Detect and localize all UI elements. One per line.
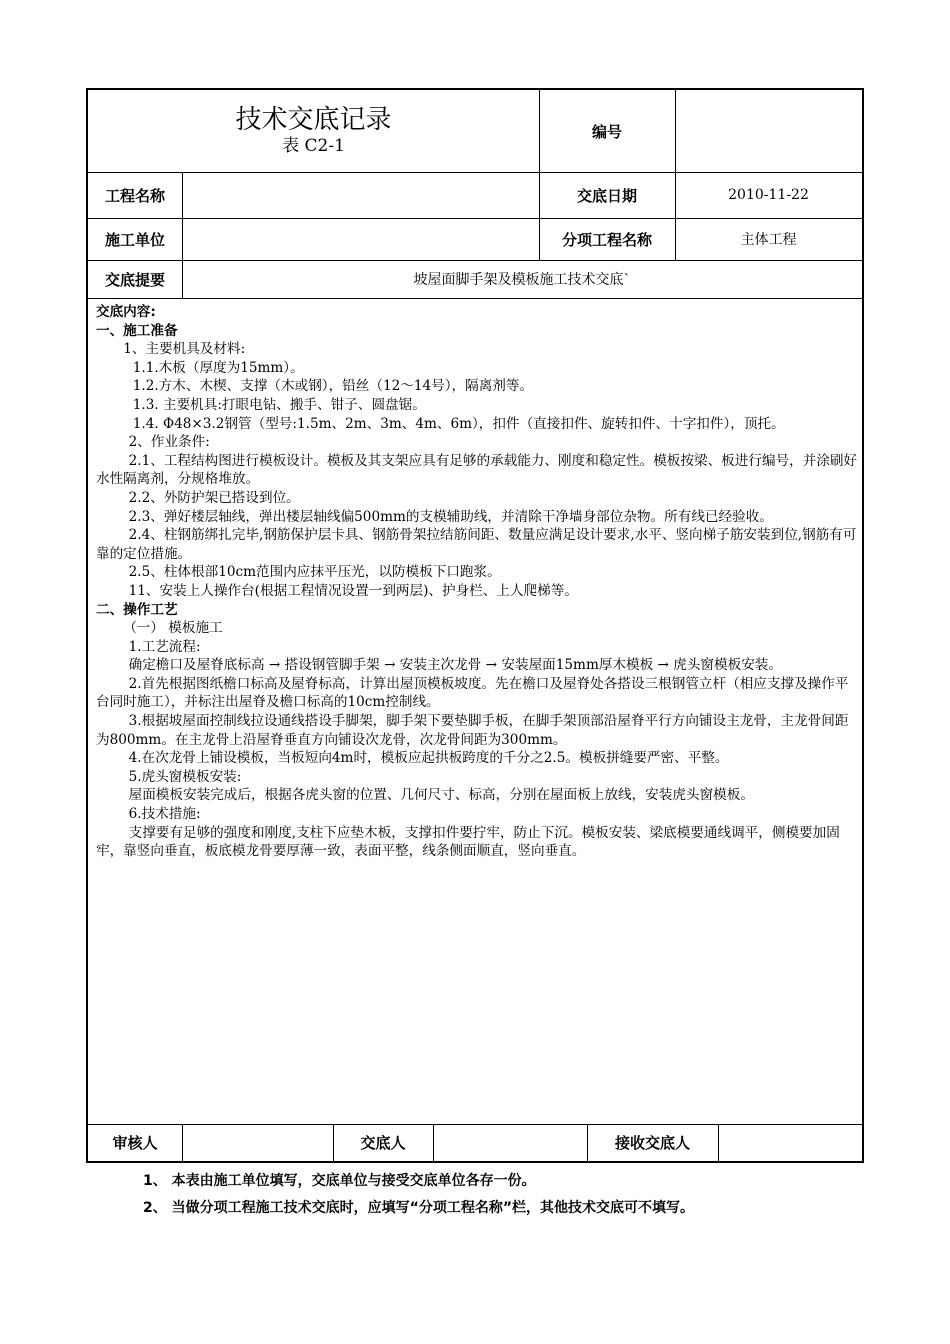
receiver-label: 接收交底人 — [614, 1134, 690, 1152]
section-heading: 交底内容: — [96, 304, 156, 320]
discloser-field[interactable] — [433, 1124, 587, 1161]
content-paragraph: 确定檐口及屋脊底标高 → 搭设钢管脚手架 → 安装主次龙骨 → 安装屋面15mm厚木模板 → 虎头窗模板安装。 — [128, 657, 782, 674]
disclosure-form — [86, 88, 864, 1163]
summary-label: 交底提要 — [104, 270, 165, 289]
content-paragraph: 2.首先根据图纸檐口标高及屋脊标高，计算出屋顶模板坡度。先在檐口及屋脊处各搭设三根钢管立杆（相应支撑及操作平台同时施工），并标注出屋脊及檐口标高的10cm控制线。 — [96, 675, 849, 711]
number-field[interactable] — [675, 90, 862, 172]
form-title: 技术交底记录 — [235, 105, 392, 135]
section-heading: 二、操作工艺 — [96, 601, 178, 618]
content-paragraph: 1.1.木板（厚度为15mm）。 — [132, 359, 304, 376]
unit-field[interactable] — [182, 218, 539, 260]
project-name-label: 工程名称 — [104, 186, 165, 205]
content-paragraph: 2.2、外防护架已搭设到位。 — [128, 489, 300, 506]
content-paragraph: 2、作业条件: — [128, 434, 210, 451]
number-label: 编号 — [591, 122, 622, 141]
content-paragraph: 11、安装上人操作台(根据工程情况设置一到两层)、护身栏、上人爬梯等。 — [128, 582, 578, 599]
reviewer-field[interactable] — [182, 1124, 333, 1161]
content-paragraph: 屋面模板安装完成后，根据各虎头窗的位置、几何尺寸、标高，分别在屋面板上放线，安装虎头窗模板。 — [128, 787, 754, 804]
section-heading: 一、施工准备 — [96, 322, 178, 339]
content-paragraph: 1.3. 主要机具:打眼电钻、搬手、钳子、圆盘锯。 — [132, 396, 426, 413]
sub-project-field[interactable]: 主体工程 — [740, 232, 797, 248]
content-paragraph: 2.3、弹好楼层轴线，弹出楼层轴线偏500mm的支模辅助线，并清除干净墙身部位杂物。所有线已经验收。 — [128, 508, 773, 525]
footnotes — [143, 1168, 694, 1222]
content-paragraph: 1.4. Φ48×3.2钢管（型号:1.5m、2m、3m、4m、6m），扣件（直接扣件、旋转扣件、十字扣件），顶托。 — [132, 415, 785, 432]
row-divider — [88, 298, 862, 299]
sub-project-label: 分项工程名称 — [561, 230, 652, 249]
content-paragraph: 4.在次龙骨上铺设模板，当板短向4m时，模板应起拱板跨度的千分之2.5。模板拼缝要严密、平整。 — [128, 750, 729, 767]
footnote: 2、 当做分项工程施工技术交底时，应填写“分项工程名称”栏，其他技术交底可不填写。 — [143, 1200, 695, 1216]
reviewer-label: 审核人 — [112, 1134, 158, 1152]
content-paragraph: 5.虎头窗模板安装: — [128, 768, 242, 785]
content-paragraph: 3.根据坡屋面控制线拉设通线搭设手脚架，脚手架下要垫脚手板，在脚手架顶部沿屋脊平行方向铺设主龙骨，主龙骨间距为800mm。在主龙骨上沿屋脊垂直方向铺设次龙骨，次龙骨间距为300mm。 — [96, 713, 849, 748]
content-paragraph: 6.技术措施: — [128, 806, 201, 823]
date-field[interactable]: 2010-11-22 — [728, 187, 809, 203]
date-label: 交底日期 — [576, 186, 637, 205]
disclosure-content — [96, 303, 858, 861]
project-name-field[interactable] — [182, 172, 539, 218]
form-title-block — [88, 90, 539, 172]
content-paragraph: 1.2.方木、木楔、支撑（木或钢），铅丝（12～14号），隔离剂等。 — [132, 378, 534, 395]
content-paragraph: 支撑要有足够的强度和刚度,支柱下应垫木板，支撑扣件要拧牢，防止下沉。模板安装、梁底模要通线调平，侧模要加固牢，靠竖向垂直，板底模龙骨要厚薄一致，表面平整，线条侧面顺直，竖向垂直。 — [96, 824, 840, 860]
content-paragraph: （一） 模板施工 — [123, 620, 223, 637]
form-code: 表 C2-1 — [282, 136, 345, 156]
content-paragraph: 2.4、柱钢筋绑扎完毕,钢筋保护层卡具、钢筋骨架拉结筋间距、数量应满足设计要求,水平、竖向梯子筋安装到位,钢筋有可靠的定位措施。 — [96, 527, 857, 562]
content-paragraph: 1、主要机具及材料: — [123, 341, 246, 358]
content-paragraph: 2.1、工程结构图进行模板设计。模板及其支架应具有足够的承载能力、刚度和稳定性。模板按梁、板进行编号，并涂刷好水性隔离剂，分规格堆放。 — [96, 452, 858, 488]
summary-field[interactable]: 坡屋面脚手架及模板施工技术交底` — [413, 272, 631, 288]
content-paragraph: 2.5、柱体根部10cm范围内应抹平压光，以防模板下口跑浆。 — [128, 564, 501, 581]
receiver-field[interactable] — [718, 1124, 862, 1161]
discloser-label: 交底人 — [360, 1134, 406, 1152]
content-paragraph: 1.工艺流程: — [128, 638, 201, 655]
footnote: 1、 本表由施工单位填写，交底单位与接受交底单位各存一份。 — [143, 1173, 536, 1189]
unit-label: 施工单位 — [104, 230, 165, 249]
